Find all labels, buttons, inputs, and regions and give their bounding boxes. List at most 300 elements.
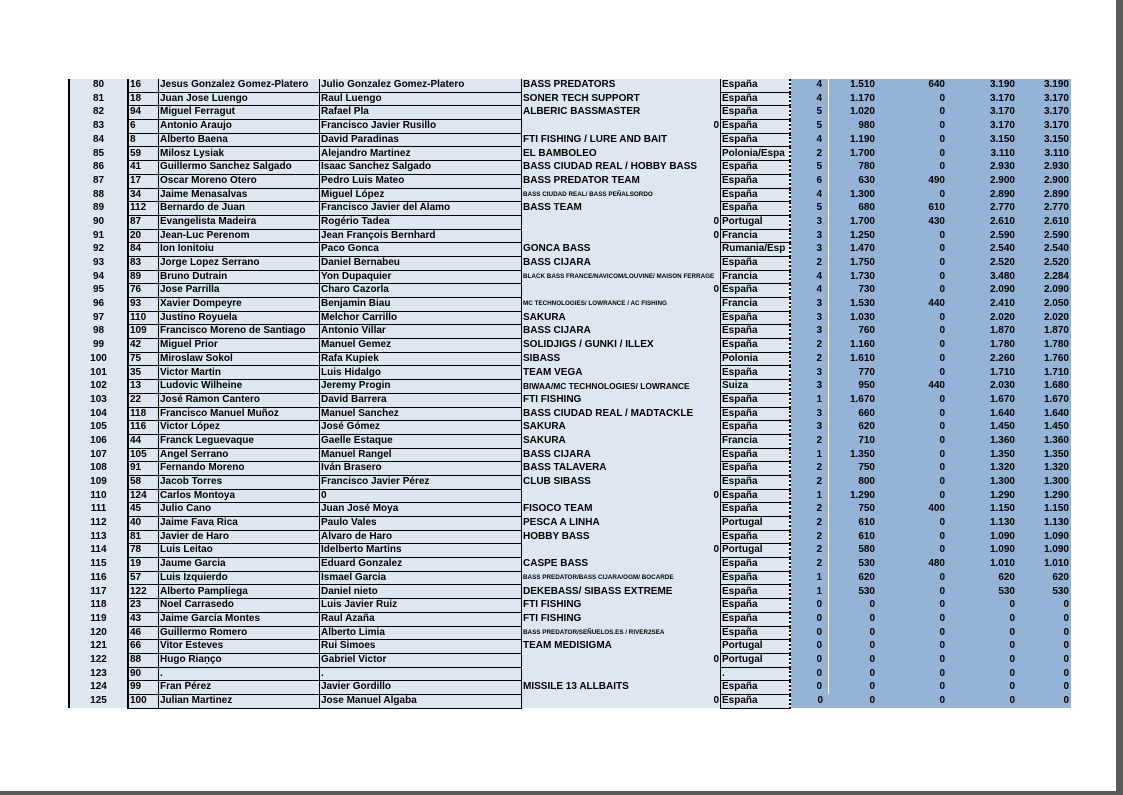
angler-2-cell: Juan José Moya (320, 503, 522, 517)
final-score-cell: 2.020 (1021, 311, 1071, 325)
weight-2-cell: 0 (881, 161, 951, 175)
final-score-cell: 2.930 (1021, 161, 1071, 175)
angler-1-cell: Juan Jose Luengo (159, 92, 320, 106)
weight-1-cell: 760 (829, 325, 881, 339)
weight-1-cell: 530 (829, 558, 881, 572)
angler-2-cell: Gaelle Estaque (320, 434, 522, 448)
rounds-cell: 0 (790, 640, 829, 654)
rounds-cell: 3 (790, 215, 829, 229)
country-cell: España (721, 106, 791, 120)
rounds-cell: 1 (790, 489, 829, 503)
weight-2-cell: 0 (881, 311, 951, 325)
final-score-cell: 530 (1021, 585, 1071, 599)
rounds-cell: 4 (790, 284, 829, 298)
weight-2-cell: 0 (881, 544, 951, 558)
table-row (69, 421, 1071, 435)
table-row (69, 325, 1071, 339)
team-sponsor-cell (522, 489, 721, 503)
angler-1-cell: Fran Pérez (159, 681, 320, 695)
country-cell: España (721, 393, 791, 407)
position-cell: 95 (69, 284, 128, 298)
angler-1-cell: Miguel Prior (159, 339, 320, 353)
total-weight-cell: 1.130 (951, 517, 1021, 531)
team-sponsor-cell: SOLIDJIGS / GUNKI / ILLEX (522, 339, 721, 353)
angler-1-cell: Ion Ionitoiu (159, 243, 320, 257)
country-cell: España (721, 133, 791, 147)
position-cell: 99 (69, 339, 128, 353)
angler-1-cell: Jorge Lopez Serrano (159, 256, 320, 270)
total-weight-cell: 2.540 (951, 243, 1021, 257)
team-sponsor-cell (522, 667, 721, 681)
weight-1-cell: 620 (829, 571, 881, 585)
team-sponsor-cell: MC TECHNOLOGIES/ LOWRANCE / AC FISHING (522, 298, 721, 312)
table-row (69, 448, 1071, 462)
weight-1-cell: 1.700 (829, 215, 881, 229)
weight-2-cell: 0 (881, 421, 951, 435)
angler-1-cell: Victor López (159, 421, 320, 435)
angler-1-cell: Jaime Fava Rica (159, 517, 320, 531)
angler-2-cell: Jean François Bernhard (320, 229, 522, 243)
angler-2-cell: Raul Azaña (320, 612, 522, 626)
country-cell: España (721, 79, 791, 92)
angler-1-cell: Carlos Montoya (159, 489, 320, 503)
final-score-cell: 3.170 (1021, 92, 1071, 106)
angler-2-cell: . (320, 667, 522, 681)
weight-1-cell: 1.750 (829, 256, 881, 270)
rounds-cell: 0 (790, 612, 829, 626)
table-row (69, 462, 1071, 476)
final-score-cell: 3.190 (1021, 79, 1071, 92)
team-number-cell: 93 (128, 298, 159, 312)
table-row (69, 530, 1071, 544)
team-number-cell: 16 (128, 79, 159, 92)
rounds-cell: 2 (790, 147, 829, 161)
final-score-cell: 2.610 (1021, 215, 1071, 229)
final-score-cell: 0 (1021, 640, 1071, 654)
angler-1-cell: Jose Parrilla (159, 284, 320, 298)
team-number-cell: 124 (128, 489, 159, 503)
angler-1-cell: Xavier Dompeyre (159, 298, 320, 312)
rounds-cell: 3 (790, 325, 829, 339)
angler-2-cell: Eduard Gonzalez (320, 558, 522, 572)
position-cell: 100 (69, 352, 128, 366)
total-weight-cell: 1.290 (951, 489, 1021, 503)
table-row (69, 475, 1071, 489)
position-cell: 82 (69, 106, 128, 120)
angler-1-cell: Franck Leguevaque (159, 434, 320, 448)
rounds-cell: 2 (790, 517, 829, 531)
position-cell: 84 (69, 133, 128, 147)
final-score-cell: 2.284 (1021, 270, 1071, 284)
table-row (69, 174, 1071, 188)
table-row (69, 585, 1071, 599)
table-row (69, 215, 1071, 229)
angler-2-cell: Rafa Kupiek (320, 352, 522, 366)
angler-1-cell: Guillermo Romero (159, 626, 320, 640)
position-cell: 93 (69, 256, 128, 270)
final-score-cell: 1.130 (1021, 517, 1071, 531)
final-score-cell: 2.090 (1021, 284, 1071, 298)
position-cell: 85 (69, 147, 128, 161)
total-weight-cell: 0 (951, 653, 1021, 667)
weight-1-cell: 1.510 (829, 79, 881, 92)
table-row (69, 284, 1071, 298)
weight-1-cell: 750 (829, 462, 881, 476)
angler-1-cell: Javier de Haro (159, 530, 320, 544)
table-row (69, 92, 1071, 106)
weight-2-cell: 0 (881, 599, 951, 613)
rounds-cell: 4 (790, 270, 829, 284)
total-weight-cell: 1.640 (951, 407, 1021, 421)
team-number-cell: 57 (128, 571, 159, 585)
total-weight-cell: 2.610 (951, 215, 1021, 229)
angler-1-cell: Jaume Garcia (159, 558, 320, 572)
angler-1-cell: Vitor Esteves (159, 640, 320, 654)
weight-1-cell: 0 (829, 694, 881, 708)
team-number-cell: 46 (128, 626, 159, 640)
team-sponsor-cell: BASS PREDATOR/SEÑUELOS.ES / RIVER2SEA (522, 626, 721, 640)
angler-2-cell: Luis Hidalgo (320, 366, 522, 380)
team-sponsor-cell (522, 694, 721, 708)
country-cell: España (721, 462, 791, 476)
weight-1-cell: 770 (829, 366, 881, 380)
team-number-cell: 43 (128, 612, 159, 626)
final-score-cell: 0 (1021, 626, 1071, 640)
rounds-cell: 2 (790, 530, 829, 544)
rounds-cell: 4 (790, 92, 829, 106)
angler-1-cell: Justino Royuela (159, 311, 320, 325)
rounds-cell: 5 (790, 106, 829, 120)
weight-1-cell: 1.470 (829, 243, 881, 257)
weight-2-cell: 0 (881, 489, 951, 503)
table-row (69, 681, 1071, 695)
weight-1-cell: 1.530 (829, 298, 881, 312)
page-edge-right (1116, 0, 1123, 795)
team-number-cell: 105 (128, 448, 159, 462)
rounds-cell: 5 (790, 161, 829, 175)
team-number-cell: 6 (128, 120, 159, 134)
position-cell: 81 (69, 92, 128, 106)
table-row (69, 653, 1071, 667)
country-cell: España (721, 202, 791, 216)
table-row (69, 270, 1071, 284)
angler-2-cell: Benjamin Biau (320, 298, 522, 312)
weight-1-cell: 620 (829, 421, 881, 435)
team-sponsor-cell: SAKURA (522, 311, 721, 325)
weight-2-cell: 0 (881, 352, 951, 366)
table-row (69, 407, 1071, 421)
team-sponsor-cell: FTI FISHING (522, 393, 721, 407)
table-row (69, 667, 1071, 681)
total-weight-cell: 1.090 (951, 530, 1021, 544)
rounds-cell: 2 (790, 558, 829, 572)
country-cell: España (721, 92, 791, 106)
team-sponsor-cell (522, 284, 721, 298)
total-weight-cell: 620 (951, 571, 1021, 585)
country-cell: España (721, 161, 791, 175)
angler-1-cell: Alberto Pampliega (159, 585, 320, 599)
position-cell: 122 (69, 653, 128, 667)
position-cell: 88 (69, 188, 128, 202)
position-cell: 107 (69, 448, 128, 462)
angler-2-cell: David Paradinas (320, 133, 522, 147)
final-score-cell: 1.290 (1021, 489, 1071, 503)
total-weight-cell: 2.090 (951, 284, 1021, 298)
table-row (69, 133, 1071, 147)
rounds-cell: 2 (790, 503, 829, 517)
weight-1-cell: 1.730 (829, 270, 881, 284)
total-weight-cell: 1.010 (951, 558, 1021, 572)
team-number-cell: 109 (128, 325, 159, 339)
rounds-cell: 4 (790, 133, 829, 147)
total-weight-cell: 0 (951, 694, 1021, 708)
weight-2-cell: 0 (881, 475, 951, 489)
position-cell: 91 (69, 229, 128, 243)
weight-1-cell: 0 (829, 599, 881, 613)
team-sponsor-zero: 0 (713, 284, 719, 296)
final-score-cell: 1.150 (1021, 503, 1071, 517)
weight-1-cell: 1.190 (829, 133, 881, 147)
position-cell: 92 (69, 243, 128, 257)
team-number-cell: 87 (128, 215, 159, 229)
total-weight-cell: 1.710 (951, 366, 1021, 380)
country-cell: España (721, 188, 791, 202)
team-number-cell: 22 (128, 393, 159, 407)
total-weight-cell: 0 (951, 599, 1021, 613)
angler-2-cell: Daniel nieto (320, 585, 522, 599)
total-weight-cell: 2.030 (951, 380, 1021, 394)
angler-2-cell: Raul Luengo (320, 92, 522, 106)
weight-2-cell: 440 (881, 298, 951, 312)
total-weight-cell: 2.900 (951, 174, 1021, 188)
rounds-cell: 3 (790, 407, 829, 421)
total-weight-cell: 1.450 (951, 421, 1021, 435)
team-number-cell: 8 (128, 133, 159, 147)
rounds-cell: 5 (790, 120, 829, 134)
weight-1-cell: 1.610 (829, 352, 881, 366)
angler-1-cell: Angel Serrano (159, 448, 320, 462)
weight-2-cell: 0 (881, 393, 951, 407)
team-sponsor-cell: BASS CIJARA (522, 256, 721, 270)
table-row (69, 120, 1071, 134)
rounds-cell: 1 (790, 448, 829, 462)
weight-2-cell: 640 (881, 79, 951, 92)
position-cell: 110 (69, 489, 128, 503)
angler-2-cell: Julio Gonzalez Gomez-Platero (320, 79, 522, 92)
weight-2-cell: 0 (881, 694, 951, 708)
total-weight-cell: 1.300 (951, 475, 1021, 489)
position-cell: 124 (69, 681, 128, 695)
team-sponsor-cell: GONCA BASS (522, 243, 721, 257)
final-score-cell: 2.540 (1021, 243, 1071, 257)
table-row (69, 599, 1071, 613)
country-cell: España (721, 612, 791, 626)
weight-1-cell: 1.170 (829, 92, 881, 106)
team-sponsor-cell (522, 229, 721, 243)
position-cell: 94 (69, 270, 128, 284)
team-number-cell: 23 (128, 599, 159, 613)
country-cell: Polonia/Espa (721, 147, 791, 161)
total-weight-cell: 0 (951, 612, 1021, 626)
country-cell: España (721, 530, 791, 544)
table-row (69, 79, 1071, 92)
weight-1-cell: 610 (829, 517, 881, 531)
weight-2-cell: 0 (881, 256, 951, 270)
weight-1-cell: 950 (829, 380, 881, 394)
country-cell: España (721, 626, 791, 640)
total-weight-cell: 0 (951, 667, 1021, 681)
country-cell: España (721, 475, 791, 489)
final-score-cell: 0 (1021, 667, 1071, 681)
team-sponsor-cell: FTI FISHING (522, 599, 721, 613)
position-cell: 118 (69, 599, 128, 613)
weight-2-cell: 0 (881, 571, 951, 585)
country-cell: Suiza (721, 380, 791, 394)
country-cell: Portugal (721, 215, 791, 229)
total-weight-cell: 0 (951, 626, 1021, 640)
weight-2-cell: 0 (881, 612, 951, 626)
angler-2-cell: Rui Simoes (320, 640, 522, 654)
final-score-cell: 2.900 (1021, 174, 1071, 188)
rounds-cell: 3 (790, 421, 829, 435)
team-number-cell: 89 (128, 270, 159, 284)
angler-2-cell: Paco Gonca (320, 243, 522, 257)
angler-1-cell: Jaime García Montes (159, 612, 320, 626)
team-number-cell: 13 (128, 380, 159, 394)
rounds-cell: 2 (790, 434, 829, 448)
table-row (69, 366, 1071, 380)
total-weight-cell: 2.020 (951, 311, 1021, 325)
final-score-cell: 0 (1021, 681, 1071, 695)
final-score-cell: 2.590 (1021, 229, 1071, 243)
country-cell: España (721, 421, 791, 435)
weight-2-cell: 0 (881, 243, 951, 257)
team-sponsor-cell: CLUB SIBASS (522, 475, 721, 489)
angler-2-cell: Javier Gordillo (320, 681, 522, 695)
table-row (69, 311, 1071, 325)
angler-2-cell: Francisco Javier Rusillo (320, 120, 522, 134)
table-row (69, 229, 1071, 243)
team-sponsor-zero: 0 (713, 489, 719, 501)
position-cell: 83 (69, 120, 128, 134)
total-weight-cell: 1.320 (951, 462, 1021, 476)
rounds-cell: 2 (790, 544, 829, 558)
table-row (69, 256, 1071, 270)
final-score-cell: 0 (1021, 612, 1071, 626)
weight-2-cell: 0 (881, 626, 951, 640)
table-row (69, 503, 1071, 517)
table-row (69, 188, 1071, 202)
position-cell: 98 (69, 325, 128, 339)
weight-2-cell: 0 (881, 147, 951, 161)
rounds-cell: 6 (790, 174, 829, 188)
weight-1-cell: 660 (829, 407, 881, 421)
team-sponsor-zero: 0 (713, 544, 719, 556)
team-number-cell: 90 (128, 667, 159, 681)
weight-2-cell: 0 (881, 434, 951, 448)
angler-2-cell: Isaac Sanchez Salgado (320, 161, 522, 175)
rounds-cell: 1 (790, 585, 829, 599)
angler-2-cell: 0 (320, 489, 522, 503)
team-sponsor-cell: BASS PREDATOR/BASS CIJARA/OGM/ BOCARDE (522, 571, 721, 585)
position-cell: 117 (69, 585, 128, 599)
final-score-cell: 1.870 (1021, 325, 1071, 339)
country-cell: España (721, 558, 791, 572)
total-weight-cell: 0 (951, 681, 1021, 695)
team-number-cell: 45 (128, 503, 159, 517)
angler-1-cell: Jaime Menasalvas (159, 188, 320, 202)
total-weight-cell: 2.520 (951, 256, 1021, 270)
angler-2-cell: Rogério Tadea (320, 215, 522, 229)
final-score-cell: 1.760 (1021, 352, 1071, 366)
rounds-cell: 3 (790, 311, 829, 325)
position-cell: 102 (69, 380, 128, 394)
rounds-cell: 1 (790, 393, 829, 407)
total-weight-cell: 2.890 (951, 188, 1021, 202)
country-cell: España (721, 311, 791, 325)
weight-1-cell: 730 (829, 284, 881, 298)
angler-1-cell: Noel Carrasedo (159, 599, 320, 613)
country-cell: España (721, 174, 791, 188)
weight-2-cell: 0 (881, 681, 951, 695)
angler-1-cell: Miguel Ferragut (159, 106, 320, 120)
weight-2-cell: 0 (881, 640, 951, 654)
weight-2-cell: 0 (881, 667, 951, 681)
weight-2-cell: 0 (881, 585, 951, 599)
position-cell: 116 (69, 571, 128, 585)
table-row (69, 380, 1071, 394)
weight-1-cell: 0 (829, 626, 881, 640)
table-row (69, 640, 1071, 654)
final-score-cell: 1.010 (1021, 558, 1071, 572)
country-cell: España (721, 339, 791, 353)
table-row (69, 612, 1071, 626)
team-sponsor-cell: BASS TEAM (522, 202, 721, 216)
angler-2-cell: Melchor Carrillo (320, 311, 522, 325)
position-cell: 121 (69, 640, 128, 654)
team-number-cell: 17 (128, 174, 159, 188)
position-cell: 125 (69, 694, 128, 708)
angler-1-cell: Ludovic Wilheine (159, 380, 320, 394)
position-cell: 108 (69, 462, 128, 476)
team-sponsor-cell: BASS PREDATORS (522, 79, 721, 92)
weight-2-cell: 0 (881, 229, 951, 243)
team-sponsor-cell: FTI FISHING (522, 612, 721, 626)
position-cell: 103 (69, 393, 128, 407)
table-row (69, 558, 1071, 572)
team-sponsor-zero: 0 (713, 695, 719, 707)
total-weight-cell: 530 (951, 585, 1021, 599)
angler-2-cell: Jeremy Progin (320, 380, 522, 394)
country-cell: España (721, 325, 791, 339)
angler-1-cell: . (159, 667, 320, 681)
final-score-cell: 620 (1021, 571, 1071, 585)
angler-1-cell: Victor Martin (159, 366, 320, 380)
ranking-table-body (69, 79, 1071, 708)
team-sponsor-cell: EL BAMBOLEO (522, 147, 721, 161)
angler-2-cell: Francisco Javier del Alamo (320, 202, 522, 216)
rounds-cell: 1 (790, 571, 829, 585)
team-number-cell: 88 (128, 653, 159, 667)
total-weight-cell: 2.770 (951, 202, 1021, 216)
final-score-cell: 1.670 (1021, 393, 1071, 407)
rounds-cell: 3 (790, 243, 829, 257)
position-cell: 106 (69, 434, 128, 448)
angler-1-cell: Julio Cano (159, 503, 320, 517)
final-score-cell: 1.300 (1021, 475, 1071, 489)
weight-1-cell: 0 (829, 612, 881, 626)
weight-1-cell: 630 (829, 174, 881, 188)
